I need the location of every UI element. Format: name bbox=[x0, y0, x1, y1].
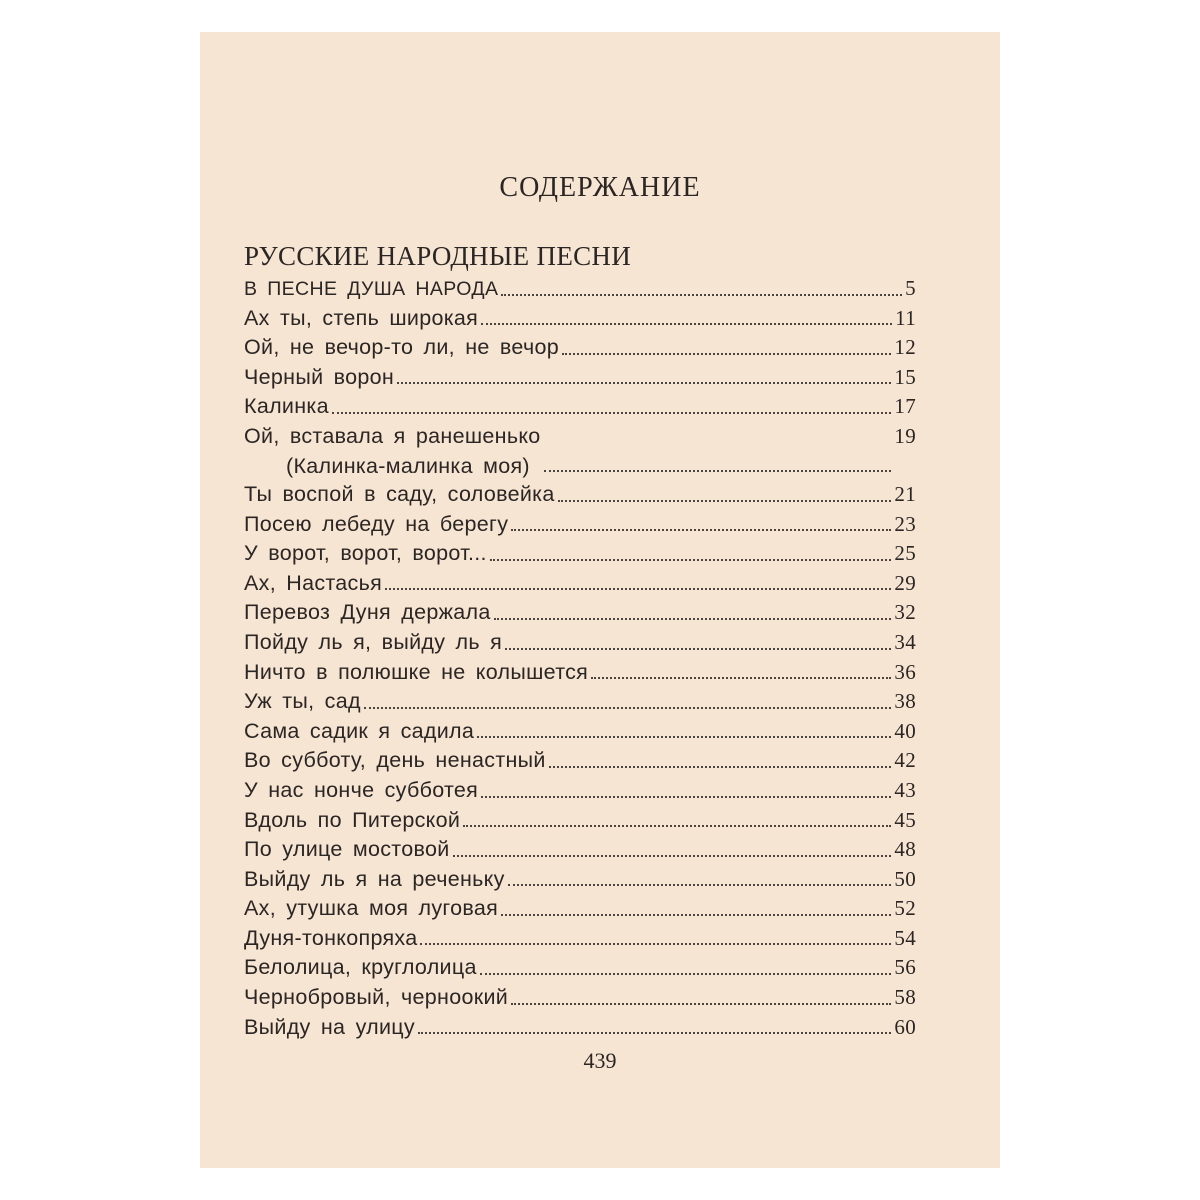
dot-leader bbox=[501, 294, 902, 296]
toc-entry-page: 5 bbox=[905, 276, 916, 300]
toc-entry bbox=[244, 598, 916, 628]
toc-entry-page: 21 bbox=[894, 481, 916, 506]
toc-entry-page: 45 bbox=[894, 807, 916, 832]
toc-entry-page: 54 bbox=[894, 925, 916, 950]
toc-entry-title: Сама садик я садила bbox=[244, 718, 475, 743]
dot-leader bbox=[481, 323, 892, 325]
toc-entry-title: Ах, Настасья bbox=[244, 570, 383, 595]
toc-entry-page: 40 bbox=[894, 718, 916, 743]
toc-entry-title: Перевоз Дуня держала bbox=[244, 600, 491, 625]
toc-entry bbox=[244, 569, 916, 599]
toc-entry-title: Ты воспой в саду, соловейка bbox=[244, 481, 555, 506]
toc-entry-page: 34 bbox=[894, 629, 916, 654]
dot-leader bbox=[505, 648, 891, 650]
toc-entry bbox=[244, 953, 916, 983]
toc-entry-page: 36 bbox=[894, 659, 916, 684]
toc-entry bbox=[244, 983, 916, 1013]
dot-leader bbox=[480, 973, 892, 975]
dot-leader bbox=[501, 914, 891, 916]
dot-leader bbox=[364, 707, 892, 709]
table-of-contents bbox=[244, 274, 916, 1042]
toc-entry-page: 58 bbox=[894, 985, 916, 1010]
toc-entry-title: Дуня-тонкопряха bbox=[244, 925, 418, 950]
page-title: СОДЕРЖАНИЕ bbox=[499, 172, 701, 203]
dot-leader bbox=[511, 529, 891, 531]
toc-entry-page: 17 bbox=[894, 394, 916, 419]
toc-entry-page: 42 bbox=[894, 748, 916, 773]
dot-leader bbox=[463, 825, 891, 827]
toc-entry bbox=[244, 776, 916, 806]
toc-entry-title: Уж ты, сад bbox=[244, 689, 361, 714]
toc-entry bbox=[244, 480, 916, 510]
toc-entry bbox=[244, 717, 916, 747]
dot-leader bbox=[508, 884, 892, 886]
book-page bbox=[200, 32, 1000, 1168]
dot-leader bbox=[481, 796, 891, 798]
toc-entry-title: Ах, утушка моя луговая bbox=[244, 896, 499, 921]
toc-entry-title: Ах ты, степь широкая bbox=[244, 305, 479, 330]
toc-entry bbox=[244, 924, 916, 954]
toc-entry bbox=[244, 894, 916, 924]
toc-entry-title: Вдоль по Питерской bbox=[244, 807, 461, 832]
toc-entry bbox=[244, 392, 916, 422]
toc-entry bbox=[244, 835, 916, 865]
dot-leader bbox=[420, 943, 891, 945]
page-number: 439 bbox=[583, 1048, 617, 1073]
toc-entry-title: Черный ворон bbox=[244, 364, 395, 389]
dot-leader bbox=[397, 382, 891, 384]
dot-leader bbox=[544, 470, 892, 472]
toc-entry bbox=[244, 422, 916, 480]
toc-entry-title: Посею лебеду на берегу bbox=[244, 511, 509, 536]
toc-entry bbox=[244, 333, 916, 363]
toc-entry bbox=[244, 539, 916, 569]
toc-entry-title: В ПЕСНЕ ДУША НАРОДА bbox=[244, 278, 499, 300]
dot-leader bbox=[385, 588, 891, 590]
toc-entry-title bbox=[244, 422, 541, 481]
toc-entry-title: У ворот, ворот, ворот... bbox=[244, 541, 487, 566]
toc-entry-page: 38 bbox=[894, 689, 916, 714]
dot-leader bbox=[558, 500, 892, 502]
dot-leader bbox=[490, 559, 892, 561]
toc-entry bbox=[244, 510, 916, 540]
dot-leader bbox=[453, 855, 892, 857]
toc-entry-page: 56 bbox=[894, 955, 916, 980]
toc-entry-page: 15 bbox=[894, 364, 916, 389]
toc-entry-page: 50 bbox=[894, 866, 916, 891]
toc-entry bbox=[244, 363, 916, 393]
toc-entry-title: Чернобровый, черноокий bbox=[244, 985, 509, 1010]
toc-entry-page: 29 bbox=[894, 570, 916, 595]
dot-leader bbox=[562, 353, 891, 355]
dot-leader bbox=[511, 1003, 891, 1005]
dot-leader bbox=[494, 618, 892, 620]
toc-entry bbox=[244, 746, 916, 776]
toc-entry-title: Пойду ль я, выйду ль я bbox=[244, 629, 503, 654]
toc-entry-page: 43 bbox=[894, 777, 916, 802]
toc-entry-page: 12 bbox=[894, 335, 916, 360]
toc-entry-page: 25 bbox=[894, 541, 916, 566]
toc-entry-title: Белолица, круглолица bbox=[244, 955, 477, 980]
toc-entry-title-line2: (Калинка-малинка моя) bbox=[286, 453, 530, 478]
toc-entry bbox=[244, 274, 916, 304]
toc-entry-page: 48 bbox=[894, 837, 916, 862]
toc-entry-page: 60 bbox=[894, 1014, 916, 1039]
dot-leader bbox=[549, 766, 892, 768]
toc-entry bbox=[244, 806, 916, 836]
toc-entry-page: 23 bbox=[894, 511, 916, 536]
toc-entry-title: Во субботу, день ненастный bbox=[244, 748, 546, 773]
dot-leader bbox=[332, 412, 892, 414]
toc-entry bbox=[244, 658, 916, 688]
toc-entry-title: Ничто в полюшке не колышется bbox=[244, 659, 589, 684]
toc-entry-title: Ой, не вечор-то ли, не вечор bbox=[244, 335, 559, 360]
toc-entry-page: 11 bbox=[895, 305, 916, 330]
toc-entry-title: По улице мостовой bbox=[244, 837, 450, 862]
toc-entry-title: Выйду на улицу bbox=[244, 1014, 415, 1039]
toc-entry-page: 19 bbox=[894, 423, 916, 448]
toc-entry bbox=[244, 865, 916, 895]
toc-entry bbox=[244, 1013, 916, 1043]
section-heading: РУССКИЕ НАРОДНЫЕ ПЕСНИ bbox=[244, 241, 632, 271]
toc-entry-title: У нас нонче субботея bbox=[244, 777, 479, 802]
toc-entry bbox=[244, 687, 916, 717]
toc-entry bbox=[244, 304, 916, 334]
toc-entry-page: 52 bbox=[894, 896, 916, 921]
toc-entry bbox=[244, 628, 916, 658]
dot-leader bbox=[591, 677, 891, 679]
toc-entry-title: Выйду ль я на реченьку bbox=[244, 866, 505, 891]
toc-entry-page: 32 bbox=[894, 600, 916, 625]
toc-entry-title: Калинка bbox=[244, 394, 329, 419]
toc-entry-title-line1: Ой, вставала я ранешенько bbox=[244, 423, 541, 448]
dot-leader bbox=[477, 736, 891, 738]
dot-leader bbox=[418, 1032, 891, 1034]
